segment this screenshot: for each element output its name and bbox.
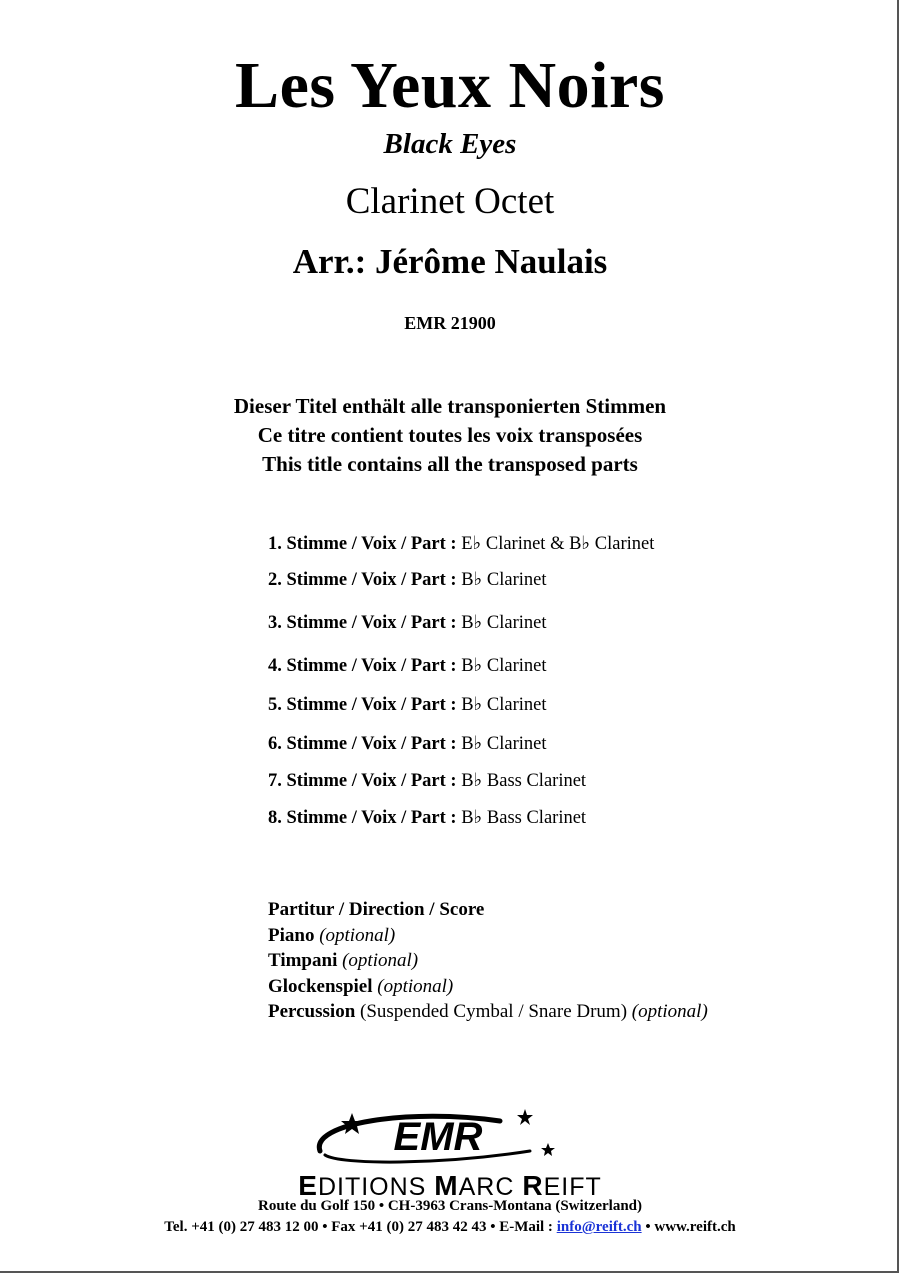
timpani-optional: (optional) [342,950,419,971]
part-row [268,733,547,755]
part-label: 3. Stimme / Voix / Part : [268,613,457,633]
part-instrument: B♭ Bass Clarinet [461,808,587,828]
star-icon [541,1143,555,1156]
part-row [268,770,586,792]
arranger: Arr.: Jérôme Naulais [292,242,608,281]
percussion-line [268,999,708,1025]
part-instrument: E♭ Clarinet & B♭ Clarinet [461,534,655,554]
ensemble: Clarinet Octet [345,181,555,222]
subtitle: Black Eyes [383,128,517,160]
piano-optional: (optional) [319,924,396,946]
glockenspiel-optional: (optional) [377,975,454,997]
timpani-label: Timpani [268,950,338,971]
part-row [268,569,547,591]
part-instrument: B♭ Clarinet [461,656,547,676]
glockenspiel-label: Glockenspiel [268,975,373,997]
transposition-notes [0,392,900,479]
piano-label: Piano [268,924,315,946]
part-row [268,612,547,634]
part-instrument: B♭ Clarinet [461,613,547,633]
part-label: 1. Stimme / Voix / Part : [268,534,457,554]
contact-phone-fax: Tel. +41 (0) 27 483 12 00 • Fax +41 (0) 27 483 42 43 • E-Mail : [164,1219,557,1235]
part-label: 5. Stimme / Voix / Part : [268,695,457,715]
email-link[interactable]: info@reift.ch [556,1219,642,1235]
part-label: 7. Stimme / Voix / Part : [268,771,457,791]
part-label: 4. Stimme / Voix / Part : [268,656,457,676]
timpani-line [268,948,708,974]
part-label: 8. Stimme / Voix / Part : [268,808,457,828]
piano-line [268,923,708,949]
publisher-name: EDITIONS MARC REIFT [298,1170,602,1201]
part-instrument: B♭ Clarinet [461,570,547,590]
part-instrument: B♭ Clarinet [461,734,547,754]
percussion-label: Percussion [268,1001,356,1022]
part-row [268,807,586,829]
score-label: Partitur / Direction / Score [268,899,485,920]
part-label: 2. Stimme / Voix / Part : [268,570,457,590]
note-french: Ce titre contient toutes les voix transposées [257,423,643,447]
score-line [268,897,708,923]
percussion-optional: (optional) [631,1001,708,1022]
star-icon [517,1109,533,1125]
glockenspiel-line [268,974,708,1000]
star-icon [341,1113,363,1134]
part-label: 6. Stimme / Voix / Part : [268,734,457,754]
note-german: Dieser Titel enthält alle transponierten Stimmen [233,394,667,418]
logo-text: EMR [393,1115,483,1159]
note-english: This title contains all the transposed parts [262,452,638,476]
part-row [268,694,547,716]
part-instrument: B♭ Clarinet [461,695,547,715]
part-instrument: B♭ Bass Clarinet [461,771,587,791]
publisher-address: Route du Golf 150 • CH-3963 Crans-Montana (Switzerland) [258,1198,642,1214]
publisher-contact [0,1219,900,1236]
additional-parts [268,897,708,1025]
part-row [268,655,547,677]
emr-logo [300,1103,570,1173]
page-title: Les Yeux Noirs [235,49,665,122]
part-row [268,533,654,555]
catalog-number: EMR 21900 [404,313,496,333]
contact-website: • www.reift.ch [641,1219,736,1235]
percussion-detail: (Suspended Cymbal / Snare Drum) [360,1001,628,1022]
